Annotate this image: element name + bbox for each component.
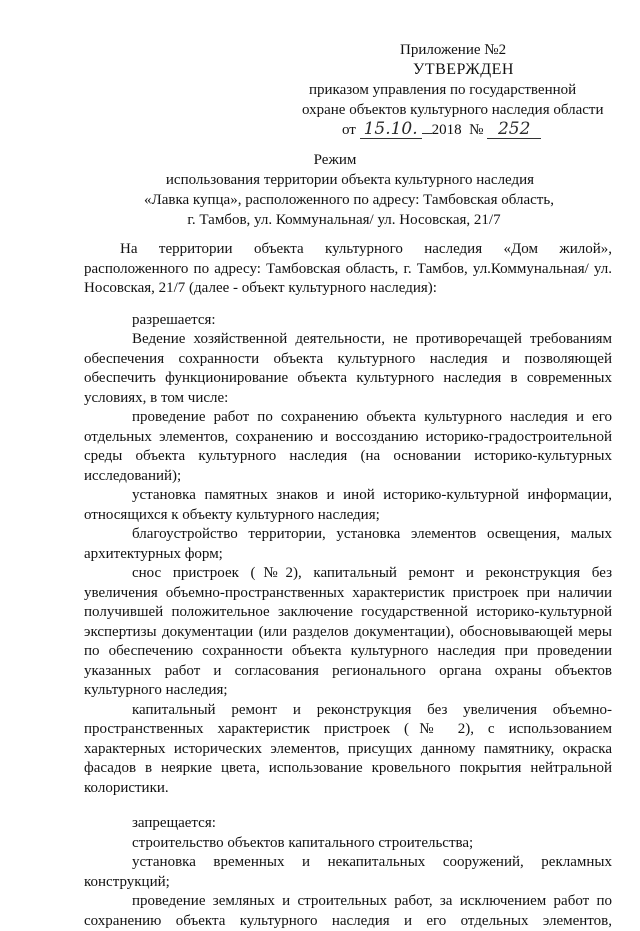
date-year: 2018	[431, 122, 462, 138]
date-handwritten	[360, 121, 422, 139]
forbidden-heading: запрещается:	[132, 815, 216, 831]
allowed-item-2: проведение работ по сохранению объекта культурного наследия и его отдельных элементов, сохранению и воссозданию историко-градостроительной среды объекта культурного наследия (на основании историко-культурных исследований);	[84, 409, 612, 484]
intro-paragraph: На территории объекта культурного наследия «Дом жилой», расположенного по адресу: Тамбовская область, г. Тамбов, ул.Коммунальная/ ул. Носовская, 21/7 (далее - объект культурного наследия):	[84, 241, 612, 296]
allowed-item-1: Ведение хозяйственной деятельности, не противоречащей требованиям обеспечения сохранности объекта культурного наследия и позволяющей обеспечить функционирование объекта культурного наследия в современных условиях, в том числе:	[84, 331, 612, 406]
document-body	[84, 240, 612, 931]
appendix-number: Приложение №2	[400, 42, 507, 58]
order-date-line	[300, 120, 610, 140]
date-prefix: от	[342, 122, 356, 138]
regime-heading: Режим	[313, 152, 357, 168]
regime-title-block	[0, 150, 640, 230]
regime-title-line-3: г. Тамбов, ул. Коммунальная/ ул. Носовская, 21/7	[187, 212, 501, 228]
approval-block	[300, 40, 610, 140]
number-handwritten	[487, 121, 541, 139]
forbidden-item-2: установка временных и некапитальных сооружений, рекламных конструкций;	[84, 854, 612, 890]
approved-stamp-text: УТВЕРЖДЕН	[413, 61, 514, 78]
allowed-item-6: капитальный ремонт и реконструкция без увеличения объемно-пространственных характеристик пристроек (№ 2), с использованием характерных исторических элементов, присущих данному памятнику, окраска фасадов в неяркие цвета, использование кровельного покрытия нейтральной колористики.	[84, 701, 612, 796]
date-underline	[422, 133, 432, 134]
date-handwritten-text: 15.10.	[363, 119, 418, 139]
order-line-2: охране объектов культурного наследия области	[302, 102, 604, 118]
order-line-1: приказом управления по государственной	[309, 82, 577, 98]
allowed-item-5: снос пристроек (№2), капитальный ремонт и реконструкция без увеличения объемно-пространственных характеристик пристроек при наличии получившей положительное заключение государственной историко-культурной экспертизы документации (или разделов документации), обосновывающей меры по обеспечению сохранности объекта культурного наследия при проведении указанных работ и согласования регионального органа охраны объектов культурного наследия;	[84, 565, 612, 698]
number-handwritten-text: 252	[497, 119, 531, 139]
forbidden-item-1: строительство объектов капитального строительства;	[132, 834, 474, 851]
regime-title-line-1: использования территории объекта культурного наследия	[165, 172, 535, 188]
regime-title-line-2: «Лавка купца», расположенного по адресу: Тамбовская область,	[144, 192, 554, 208]
allowed-item-4: благоустройство территории, установка элементов освещения, малых архитектурных форм;	[84, 526, 612, 562]
allowed-heading: разрешается:	[132, 311, 216, 328]
allowed-item-3: установка памятных знаков и иной историко-культурной информации, относящихся к объекту культурного наследия;	[84, 487, 612, 523]
number-prefix: №	[469, 122, 484, 138]
forbidden-item-3: проведение земляных и строительных работ, за исключением работ по сохранению объекта культурного наследия и его отдельных элементов,	[84, 893, 612, 929]
